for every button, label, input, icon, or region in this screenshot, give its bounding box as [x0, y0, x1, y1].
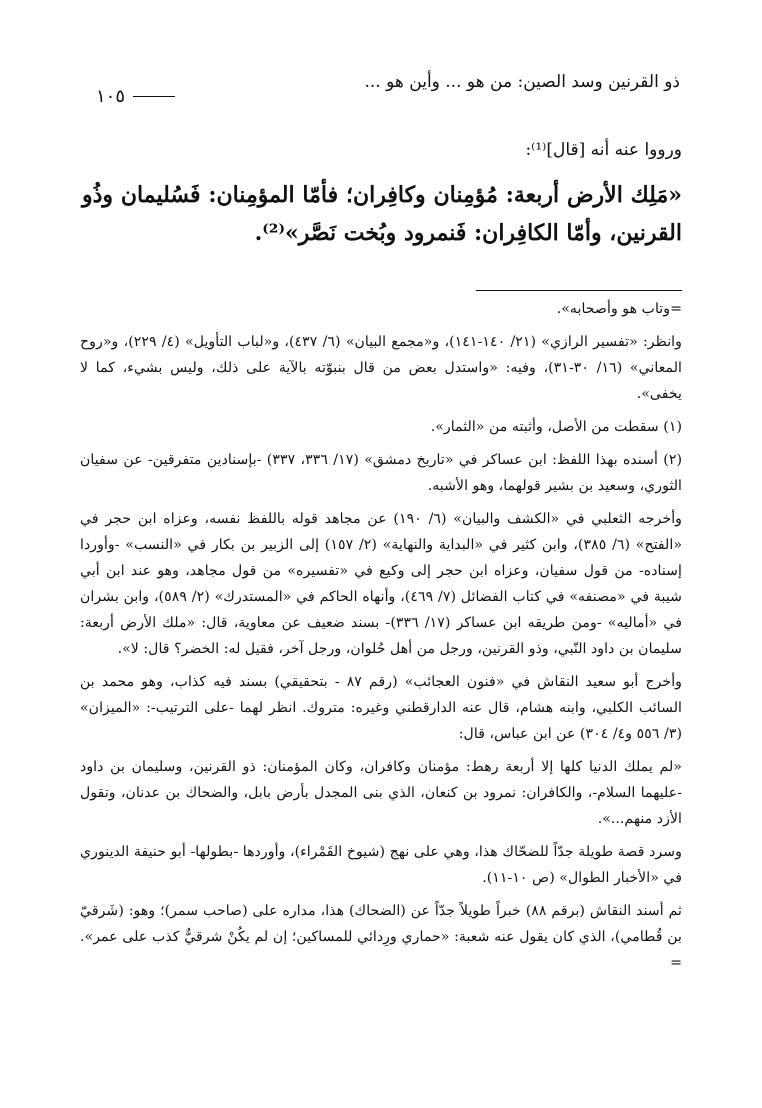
- footnotes: [80, 296, 682, 983]
- footnote-paragraph: (٢) أسنده بهذا اللفظ: ابن عساكر في «تاريخ دمشق» (١٧/ ٣٣٦، ٣٣٧) -بإسنادين متفرقين- عن سفيان الثوري، وسعيد بن بشير قولهما، وهو الأشبه.: [80, 452, 683, 494]
- page-number: ١٠٥: [96, 86, 126, 107]
- footnote-paragraph: وأخرج أبو سعيد النقاش في «فنون العجائب» (رقم ٨٧ - بتحقيقي) بسند فيه كذاب، وهو محمد بن السائب الكلبي، وابنه هشام، قال عنه الدارقطني وغيره: متروك. انظر لهما -على الترتيب-: «الميزان» (٣/ ٥٥٦ و٤/ ٣٠٤) عن ابن عباس، قال:: [80, 674, 682, 742]
- footnote-paragraph: «لم يملك الدنيا كلها إلا أربعة رهط: مؤمنان وكافران، وكان المؤمنان: ذو القرنين، وسليمان بن داود -عليهما السلام-، والكافران: نمرود بن كنعان، الذي بنى المجدل بأرض بابل، والضحاك بن عدنان، وتقول الأزد منهم...».: [80, 759, 682, 827]
- footnote-paragraph: وسرد قصة طويلة جدّاً للضحّاك هذا، وهي على نهج (شيوخ القَمْراء)، وأوردها -بطولها- أبو حنيفة الدينوري في «الأخبار الطوال» (ص ١٠-١١).: [80, 844, 682, 886]
- footnote-divider: [476, 290, 682, 291]
- footnote-paragraph: ثم أسند النقاش (برقم ٨٨) خبراً طويلاً جدّاً عن (الضحاك) هذا، مداره على (صاحب سمر)؛ وهو: (شَرقيّ بن قُطامي)، الذي كان يقول عنه شعبة: «حماري ورِدائي للمساكين؛ إن لم يكُنْ شرقيٌّ كذب على عمر». =: [80, 903, 683, 971]
- page-number-block: [88, 86, 175, 107]
- footnote-paragraph: وانظر: «تفسير الرازي» (٢١/ ١٤٠-١٤١)، و«مجمع البيان» (٦/ ٤٣٧)، و«لباب التأويل» (٤/ ٢٢٩)، و«روح المعاني» (١٦/ ٣٠-٣١)، وفيه: «واستدل بعض من قال بنبوّته بالآية على ذلك، وليس بشيء، كما لا يخفى».: [80, 334, 683, 402]
- running-title: ذو القرنين وسد الصين: من هو ... وأين هو ...: [364, 72, 680, 92]
- footnote-paragraph: وأخرجه الثعلبي في «الكشف والبيان» (٦/ ١٩٠) عن مجاهد قوله باللفظ نفسه، وعزاه ابن حجر في «الفتح» (٦/ ٣٨٥)، وابن كثير في «البداية والنهاية» (٢/ ١٥٧) إلى الزبير بن بكار في «النسب» -وأوردا إسناده- من قول سفيان، وعزاه ابن حجر إلى وكيع في «تفسيره» من قول مجاهد، وهو عند ابن أبي شيبة في «مصنفه» في كتاب الفضائل (٧/ ٤٦٩)، وأنهاه الحاكم في «المستدرك» (٢/ ٥٨٩)، وابن بشران في «أماليه» -ومن طريقه ابن عساكر (١٧/ ٣٣٦)- بسند ضعيف عن معاوية، قال: «ملك الأرض أربعة: سليمان بن داود النّبي، وذو القرنين، ورجل من أهل حُلوان، ورجل آخر، فقيل له: الخضر؟ قال: لا».: [80, 511, 683, 657]
- footnote-paragraph: (١) سقطت من الأصل، وأثبته من «الثمار».: [430, 419, 682, 435]
- page-header: [88, 72, 680, 107]
- footnote-paragraph: =وتاب هو وأصحابه».: [556, 301, 682, 317]
- main-text: [82, 140, 682, 252]
- quoted-saying: «مَلِك الأرض أربعة: مُؤمِنان وكافِران؛ فأمّا المؤمِنان: فَسُليمان وذُو القرنين، وأمّا الكافِران: فَنمرود وبُخت نَصَّر»⁽²⁾.: [82, 182, 682, 246]
- page-number-rule: [133, 96, 175, 97]
- intro-line: ورووا عنه أنه [قال]⁽¹⁾:: [525, 140, 682, 160]
